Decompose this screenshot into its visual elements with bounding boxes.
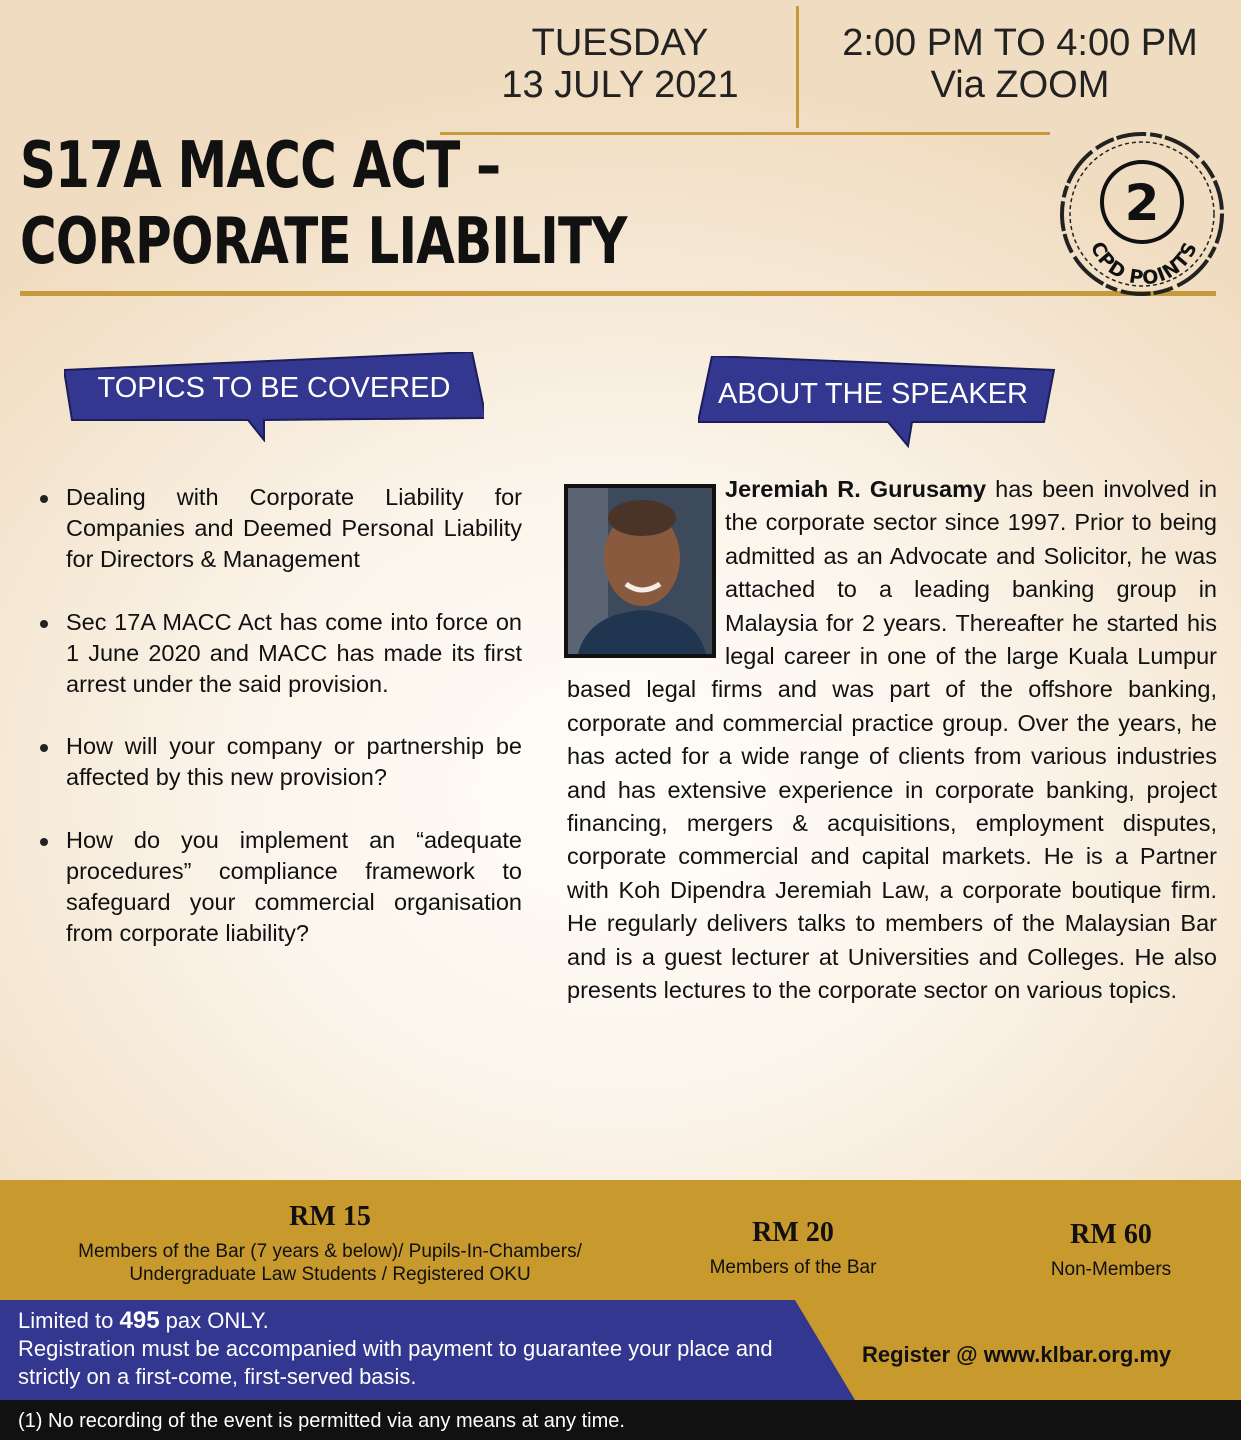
cpd-points-value: 2 bbox=[1124, 174, 1160, 232]
price-description: Members of the Bar bbox=[709, 1257, 877, 1278]
register-link[interactable]: Register @ www.klbar.org.my bbox=[862, 1342, 1172, 1367]
price-description-line: Undergraduate Law Students / Registered OKU bbox=[129, 1264, 531, 1285]
speaker-bio-text: has been involved in the corporate sector since 1997. Prior to being admitted as an Advocate and Solicitor, he was attached to a leading banking group in Malaysia for 2 years. Thereafter he started his legal career in one of the large Kuala Lumpur based legal firms and was part of the offshore banking, corporate and commercial practice group. Over the years, he has acted for a wide range of clients from various industries and has extensive experience in corporate banking, project financing, mergers & acquisitions, employment disputes, corporate commercial and capital markets. He is a Partner with Koh Dipendra Jeremiah Law, a corporate boutique firm. He regularly delivers talks to members of the Malaysian Bar and is a guest lecturer at Universities and Colleges. He also presents lectures to the corporate sector on various topics. bbox=[567, 476, 1218, 1004]
speaker-heading-ribbon bbox=[698, 356, 1118, 446]
limit-pax: 495 bbox=[119, 1307, 160, 1334]
price-tier bbox=[680, 1216, 906, 1279]
title-rule bbox=[20, 291, 1216, 296]
topic-item: How will your company or partnership be affected by this new provision? bbox=[36, 731, 522, 793]
event-time bbox=[815, 22, 1225, 106]
limit-note: Registration must be accompanied with payment to guarantee your place and strictly on a first-come, first-served basis. bbox=[18, 1336, 773, 1389]
cpd-points-stamp bbox=[1050, 124, 1230, 304]
header-divider bbox=[796, 6, 799, 128]
topic-item: Dealing with Corporate Liability for Companies and Deemed Personal Liability for Directors & Management bbox=[36, 482, 522, 576]
limit-line bbox=[18, 1307, 808, 1335]
topics-heading-ribbon bbox=[64, 352, 484, 442]
price-amount: RM 15 bbox=[289, 1201, 371, 1232]
topics-heading: TOPICS TO BE COVERED bbox=[97, 372, 451, 404]
event-venue: Via ZOOM bbox=[930, 64, 1110, 106]
topics-list bbox=[36, 482, 522, 980]
cpd-points-label: CPD POINTS bbox=[1085, 238, 1203, 290]
speaker-heading: ABOUT THE SPEAKER bbox=[718, 378, 1028, 410]
event-day: TUESDAY bbox=[531, 22, 709, 64]
topic-item: Sec 17A MACC Act has come into force on 1 June 2020 and MACC has made its first arrest under the said provision. bbox=[36, 607, 522, 701]
header-rule bbox=[440, 132, 1050, 135]
price-description bbox=[40, 1240, 620, 1286]
limit-suffix: pax ONLY. bbox=[159, 1308, 269, 1333]
speaker-bio bbox=[567, 473, 1217, 1008]
price-tier bbox=[40, 1200, 620, 1286]
limit-prefix: Limited to bbox=[18, 1308, 120, 1333]
price-tier bbox=[1010, 1218, 1212, 1281]
page-title bbox=[20, 128, 627, 280]
footer-note: (1) No recording of the event is permitted via any means at any time. bbox=[18, 1410, 625, 1432]
price-amount: RM 20 bbox=[752, 1217, 834, 1248]
speaker-name: Jeremiah R. Gurusamy bbox=[725, 476, 987, 502]
event-date-text: 13 JULY 2021 bbox=[501, 64, 739, 106]
price-description-line: Members of the Bar (7 years & below)/ Pupils-In-Chambers/ bbox=[78, 1241, 582, 1262]
price-amount: RM 60 bbox=[1070, 1219, 1152, 1250]
event-date bbox=[470, 22, 770, 106]
event-time-text: 2:00 PM TO 4:00 PM bbox=[842, 22, 1198, 64]
limit-notice bbox=[18, 1307, 808, 1391]
title-line-1: S17A MACC ACT – bbox=[20, 129, 501, 203]
topic-item: How do you implement an “adequate procedures” compliance framework to safeguard your commercial organisation from corporate liability? bbox=[36, 825, 522, 950]
price-description: Non-Members bbox=[1050, 1259, 1172, 1280]
title-line-2: CORPORATE LIABILITY bbox=[20, 205, 627, 279]
